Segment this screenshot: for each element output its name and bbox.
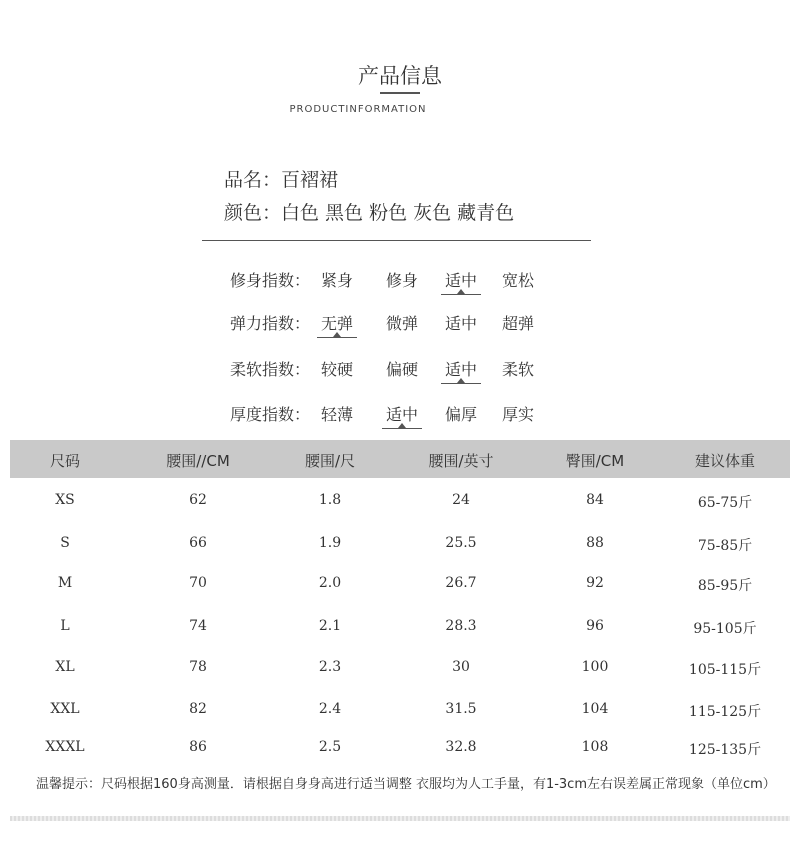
table-cell: 70 bbox=[189, 575, 207, 591]
table-cell: 2.5 bbox=[318, 739, 342, 755]
rating-option: 轻薄 bbox=[320, 405, 353, 424]
product-name: 品名：百褶裙 bbox=[224, 169, 339, 191]
table-cell: 86 bbox=[189, 739, 207, 755]
table-cell: 2.0 bbox=[318, 575, 342, 591]
table-cell: 2.1 bbox=[318, 618, 342, 634]
rating-option: 适中 bbox=[444, 271, 477, 290]
table-header-cell: 建议体重 bbox=[694, 452, 755, 470]
rating-option: 厚实 bbox=[501, 405, 534, 424]
table-cell: 25.5 bbox=[445, 535, 477, 551]
table-cell: 85-95斤 bbox=[697, 578, 753, 594]
rating-option: 宽松 bbox=[501, 271, 534, 290]
table-cell: 1.9 bbox=[318, 535, 342, 551]
rating-option: 紧身 bbox=[320, 271, 353, 290]
rating-option: 柔软 bbox=[501, 360, 534, 379]
rating-option: 微弹 bbox=[385, 314, 418, 333]
table-cell: 62 bbox=[189, 492, 207, 508]
table-cell: 108 bbox=[581, 739, 609, 755]
table-cell: 84 bbox=[586, 492, 604, 508]
rating-indicator bbox=[382, 428, 422, 429]
rating-option: 偏硬 bbox=[385, 360, 418, 379]
section-title: 产品信息 bbox=[358, 64, 442, 88]
table-header-cell: 臀围/CM bbox=[565, 452, 625, 470]
table-cell: 115-125斤 bbox=[688, 704, 762, 720]
table-cell: 104 bbox=[581, 701, 609, 717]
table-cell: 125-135斤 bbox=[688, 742, 762, 758]
rating-label: 弹力指数： bbox=[230, 314, 311, 333]
table-cell: 105-115斤 bbox=[688, 662, 762, 678]
table-cell: 100 bbox=[581, 659, 609, 675]
table-cell: XXXL bbox=[45, 739, 85, 755]
table-cell: 31.5 bbox=[445, 701, 477, 717]
table-cell: 78 bbox=[189, 659, 207, 675]
table-cell: 28.3 bbox=[445, 618, 477, 634]
table-header-cell: 腰围/英寸 bbox=[428, 452, 494, 470]
bottom-stripe bbox=[10, 816, 790, 821]
title-underline bbox=[380, 92, 420, 94]
table-cell: 1.8 bbox=[318, 492, 342, 508]
table-cell: 88 bbox=[586, 535, 604, 551]
section-subtitle: PRODUCTINFORMATION bbox=[289, 104, 427, 115]
table-cell: 26.7 bbox=[445, 575, 477, 591]
table-cell: XL bbox=[55, 659, 75, 675]
table-cell: 74 bbox=[189, 618, 207, 634]
table-header-cell: 尺码 bbox=[49, 452, 80, 470]
table-cell: 32.8 bbox=[445, 739, 477, 755]
table-cell: 2.3 bbox=[318, 659, 342, 675]
table-cell: S bbox=[60, 535, 70, 551]
rating-label: 厚度指数： bbox=[230, 405, 311, 424]
table-cell: 66 bbox=[189, 535, 207, 551]
table-cell: 92 bbox=[586, 575, 604, 591]
table-cell: M bbox=[57, 575, 73, 591]
table-cell: XXL bbox=[50, 701, 80, 717]
table-cell: 2.4 bbox=[318, 701, 342, 717]
table-cell: 95-105斤 bbox=[693, 621, 757, 637]
product-colors: 颜色：白色 黑色 粉色 灰色 藏青色 bbox=[224, 202, 515, 224]
table-cell: 75-85斤 bbox=[697, 538, 753, 554]
table-cell: 96 bbox=[586, 618, 604, 634]
rating-option: 适中 bbox=[444, 360, 477, 379]
rating-option: 适中 bbox=[385, 405, 418, 424]
table-cell: 82 bbox=[189, 701, 207, 717]
rating-indicator bbox=[441, 294, 481, 295]
table-cell: XS bbox=[55, 492, 75, 508]
table-header-cell: 腰围//CM bbox=[166, 452, 230, 470]
table-header-cell: 腰围/尺 bbox=[304, 452, 356, 470]
rating-option: 偏厚 bbox=[444, 405, 477, 424]
rating-label: 柔软指数： bbox=[230, 360, 311, 379]
table-cell: L bbox=[60, 618, 70, 634]
rating-option: 较硬 bbox=[320, 360, 353, 379]
table-cell: 30 bbox=[452, 659, 470, 675]
table-cell: 24 bbox=[452, 492, 470, 508]
size-note: 温馨提示：尺码根据160身高测量．请根据自身身高进行适当调整 衣服均为人工手量，有1-3cm左右误差属正常现象（单位cm） bbox=[36, 777, 776, 792]
rating-option: 超弹 bbox=[501, 314, 534, 333]
rating-option: 修身 bbox=[385, 271, 418, 290]
divider bbox=[202, 240, 591, 241]
rating-indicator bbox=[441, 383, 481, 384]
rating-indicator bbox=[317, 337, 357, 338]
table-cell: 65-75斤 bbox=[697, 495, 753, 511]
rating-option: 适中 bbox=[444, 314, 477, 333]
rating-label: 修身指数： bbox=[230, 271, 311, 290]
rating-option: 无弹 bbox=[320, 314, 353, 333]
